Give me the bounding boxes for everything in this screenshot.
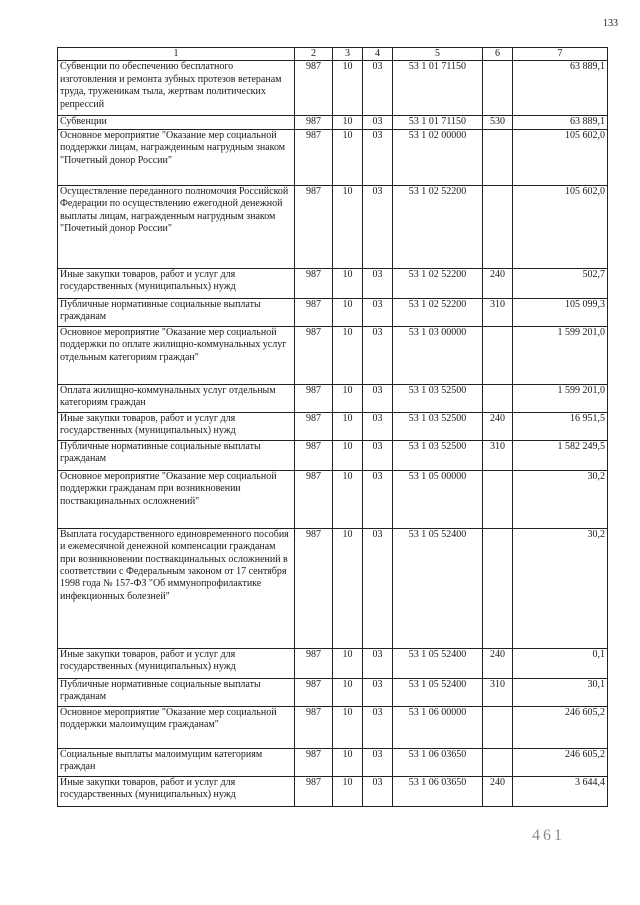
col-3-value: 10 bbox=[333, 776, 363, 806]
amount-value: 16 951,5 bbox=[513, 412, 608, 440]
col-6-value: 240 bbox=[483, 648, 513, 678]
row-name: Выплата государственного единовременного пособия и ежемесячной денежной компенсации гражданам при возникновении поствакцинальных осложнений в соответствии с Федеральным законом от 17 сентября 1998 года № 157-ФЗ "Об иммунопрофилактике инфекционных болезней" bbox=[58, 528, 295, 648]
col-3-value: 10 bbox=[333, 440, 363, 470]
col-6-value: 310 bbox=[483, 298, 513, 326]
col-2-value: 987 bbox=[295, 298, 333, 326]
col-5-value: 53 1 03 52500 bbox=[393, 412, 483, 440]
column-header: 7 bbox=[513, 48, 608, 61]
col-3-value: 10 bbox=[333, 528, 363, 648]
amount-value: 246 605,2 bbox=[513, 706, 608, 748]
col-4-value: 03 bbox=[363, 116, 393, 129]
row-name: Основное мероприятие "Оказание мер социальной поддержки малоимущим гражданам" bbox=[58, 706, 295, 748]
col-2-value: 987 bbox=[295, 678, 333, 706]
table-row bbox=[58, 185, 608, 268]
row-name: Иные закупки товаров, работ и услуг для государственных (муниципальных) нужд bbox=[58, 648, 295, 678]
table-row bbox=[58, 61, 608, 116]
col-2-value: 987 bbox=[295, 116, 333, 129]
col-5-value: 53 1 02 00000 bbox=[393, 129, 483, 185]
row-name: Оплата жилищно-коммунальных услуг отдельным категориям граждан bbox=[58, 384, 295, 412]
col-2-value: 987 bbox=[295, 648, 333, 678]
table-row bbox=[58, 129, 608, 185]
column-header: 5 bbox=[393, 48, 483, 61]
col-2-value: 987 bbox=[295, 776, 333, 806]
col-4-value: 03 bbox=[363, 412, 393, 440]
table-row bbox=[58, 706, 608, 748]
amount-value: 246 605,2 bbox=[513, 748, 608, 776]
col-6-value: 530 bbox=[483, 116, 513, 129]
col-3-value: 10 bbox=[333, 129, 363, 185]
col-2-value: 987 bbox=[295, 326, 333, 384]
col-5-value: 53 1 05 00000 bbox=[393, 470, 483, 528]
table-row bbox=[58, 470, 608, 528]
col-5-value: 53 1 03 52500 bbox=[393, 384, 483, 412]
amount-value: 1 582 249,5 bbox=[513, 440, 608, 470]
col-3-value: 10 bbox=[333, 470, 363, 528]
col-3-value: 10 bbox=[333, 384, 363, 412]
col-4-value: 03 bbox=[363, 470, 393, 528]
row-name: Публичные нормативные социальные выплаты гражданам bbox=[58, 440, 295, 470]
row-name: Иные закупки товаров, работ и услуг для государственных (муниципальных) нужд bbox=[58, 268, 295, 298]
col-3-value: 10 bbox=[333, 185, 363, 268]
col-5-value: 53 1 05 52400 bbox=[393, 648, 483, 678]
col-2-value: 987 bbox=[295, 129, 333, 185]
col-6-value bbox=[483, 528, 513, 648]
col-2-value: 987 bbox=[295, 440, 333, 470]
table-row bbox=[58, 528, 608, 648]
table-row bbox=[58, 648, 608, 678]
col-5-value: 53 1 02 52200 bbox=[393, 185, 483, 268]
col-5-value: 53 1 02 52200 bbox=[393, 268, 483, 298]
amount-value: 30,1 bbox=[513, 678, 608, 706]
col-3-value: 10 bbox=[333, 326, 363, 384]
col-6-value: 240 bbox=[483, 412, 513, 440]
amount-value: 63 889,1 bbox=[513, 116, 608, 129]
col-3-value: 10 bbox=[333, 412, 363, 440]
col-6-value: 240 bbox=[483, 268, 513, 298]
row-name: Основное мероприятие "Оказание мер социальной поддержки по оплате жилищно-коммунальных услуг отдельным категориям граждан" bbox=[58, 326, 295, 384]
amount-value: 63 889,1 bbox=[513, 61, 608, 116]
col-3-value: 10 bbox=[333, 748, 363, 776]
row-name: Публичные нормативные социальные выплаты гражданам bbox=[58, 678, 295, 706]
col-6-value bbox=[483, 129, 513, 185]
col-3-value: 10 bbox=[333, 678, 363, 706]
col-6-value bbox=[483, 384, 513, 412]
col-4-value: 03 bbox=[363, 706, 393, 748]
column-header: 6 bbox=[483, 48, 513, 61]
table-row bbox=[58, 326, 608, 384]
col-4-value: 03 bbox=[363, 648, 393, 678]
col-5-value: 53 1 01 71150 bbox=[393, 116, 483, 129]
amount-value: 1 599 201,0 bbox=[513, 326, 608, 384]
col-5-value: 53 1 06 00000 bbox=[393, 706, 483, 748]
col-4-value: 03 bbox=[363, 776, 393, 806]
col-6-value: 310 bbox=[483, 440, 513, 470]
col-5-value: 53 1 05 52400 bbox=[393, 678, 483, 706]
col-2-value: 987 bbox=[295, 748, 333, 776]
row-name: Основное мероприятие "Оказание мер социальной поддержки гражданам при возникновении поствакцинальных осложнений" bbox=[58, 470, 295, 528]
row-name: Субвенции по обеспечению бесплатного изготовления и ремонта зубных протезов ветеранам труда, труженикам тыла, жертвам политических репрессий bbox=[58, 61, 295, 116]
column-number-row bbox=[58, 48, 608, 61]
col-3-value: 10 bbox=[333, 648, 363, 678]
amount-value: 105 602,0 bbox=[513, 129, 608, 185]
col-3-value: 10 bbox=[333, 706, 363, 748]
col-4-value: 03 bbox=[363, 61, 393, 116]
col-2-value: 987 bbox=[295, 470, 333, 528]
col-6-value bbox=[483, 748, 513, 776]
table-row bbox=[58, 412, 608, 440]
row-name: Основное мероприятие "Оказание мер социальной поддержки лицам, награжденным нагрудным знаком "Почетный донор России" bbox=[58, 129, 295, 185]
col-3-value: 10 bbox=[333, 61, 363, 116]
amount-value: 105 602,0 bbox=[513, 185, 608, 268]
amount-value: 1 599 201,0 bbox=[513, 384, 608, 412]
col-4-value: 03 bbox=[363, 528, 393, 648]
amount-value: 105 099,3 bbox=[513, 298, 608, 326]
col-3-value: 10 bbox=[333, 268, 363, 298]
column-header: 4 bbox=[363, 48, 393, 61]
col-5-value: 53 1 06 03650 bbox=[393, 748, 483, 776]
table-row bbox=[58, 678, 608, 706]
table-row bbox=[58, 776, 608, 806]
col-4-value: 03 bbox=[363, 129, 393, 185]
col-5-value: 53 1 03 52500 bbox=[393, 440, 483, 470]
col-2-value: 987 bbox=[295, 384, 333, 412]
col-6-value bbox=[483, 706, 513, 748]
col-2-value: 987 bbox=[295, 412, 333, 440]
col-2-value: 987 bbox=[295, 706, 333, 748]
table-row bbox=[58, 116, 608, 129]
col-5-value: 53 1 05 52400 bbox=[393, 528, 483, 648]
col-4-value: 03 bbox=[363, 384, 393, 412]
col-6-value bbox=[483, 61, 513, 116]
col-4-value: 03 bbox=[363, 326, 393, 384]
row-name: Осуществление переданного полномочия Российской Федерации по осуществлению ежегодной денежной выплаты лицам, награжденным нагрудным знаком "Почетный донор России" bbox=[58, 185, 295, 268]
stamp-number: 461 bbox=[532, 827, 565, 844]
col-6-value: 240 bbox=[483, 776, 513, 806]
table-row bbox=[58, 268, 608, 298]
col-4-value: 03 bbox=[363, 268, 393, 298]
row-name: Социальные выплаты малоимущим категориям граждан bbox=[58, 748, 295, 776]
col-5-value: 53 1 03 00000 bbox=[393, 326, 483, 384]
col-4-value: 03 bbox=[363, 748, 393, 776]
col-2-value: 987 bbox=[295, 528, 333, 648]
col-6-value bbox=[483, 185, 513, 268]
amount-value: 502,7 bbox=[513, 268, 608, 298]
col-5-value: 53 1 01 71150 bbox=[393, 61, 483, 116]
budget-table bbox=[57, 47, 608, 807]
table-row bbox=[58, 748, 608, 776]
col-5-value: 53 1 06 03650 bbox=[393, 776, 483, 806]
col-5-value: 53 1 02 52200 bbox=[393, 298, 483, 326]
table-row bbox=[58, 298, 608, 326]
col-2-value: 987 bbox=[295, 268, 333, 298]
amount-value: 0,1 bbox=[513, 648, 608, 678]
amount-value: 30,2 bbox=[513, 470, 608, 528]
column-header: 2 bbox=[295, 48, 333, 61]
col-6-value bbox=[483, 470, 513, 528]
table-row bbox=[58, 440, 608, 470]
row-name: Иные закупки товаров, работ и услуг для государственных (муниципальных) нужд bbox=[58, 776, 295, 806]
row-name: Иные закупки товаров, работ и услуг для государственных (муниципальных) нужд bbox=[58, 412, 295, 440]
page-number: 133 bbox=[603, 18, 618, 29]
table-row bbox=[58, 384, 608, 412]
col-3-value: 10 bbox=[333, 116, 363, 129]
amount-value: 30,2 bbox=[513, 528, 608, 648]
col-6-value bbox=[483, 326, 513, 384]
amount-value: 3 644,4 bbox=[513, 776, 608, 806]
col-6-value: 310 bbox=[483, 678, 513, 706]
row-name: Субвенции bbox=[58, 116, 295, 129]
col-2-value: 987 bbox=[295, 61, 333, 116]
column-header: 3 bbox=[333, 48, 363, 61]
col-3-value: 10 bbox=[333, 298, 363, 326]
col-4-value: 03 bbox=[363, 678, 393, 706]
col-2-value: 987 bbox=[295, 185, 333, 268]
column-header: 1 bbox=[58, 48, 295, 61]
col-4-value: 03 bbox=[363, 440, 393, 470]
col-4-value: 03 bbox=[363, 298, 393, 326]
col-4-value: 03 bbox=[363, 185, 393, 268]
row-name: Публичные нормативные социальные выплаты гражданам bbox=[58, 298, 295, 326]
